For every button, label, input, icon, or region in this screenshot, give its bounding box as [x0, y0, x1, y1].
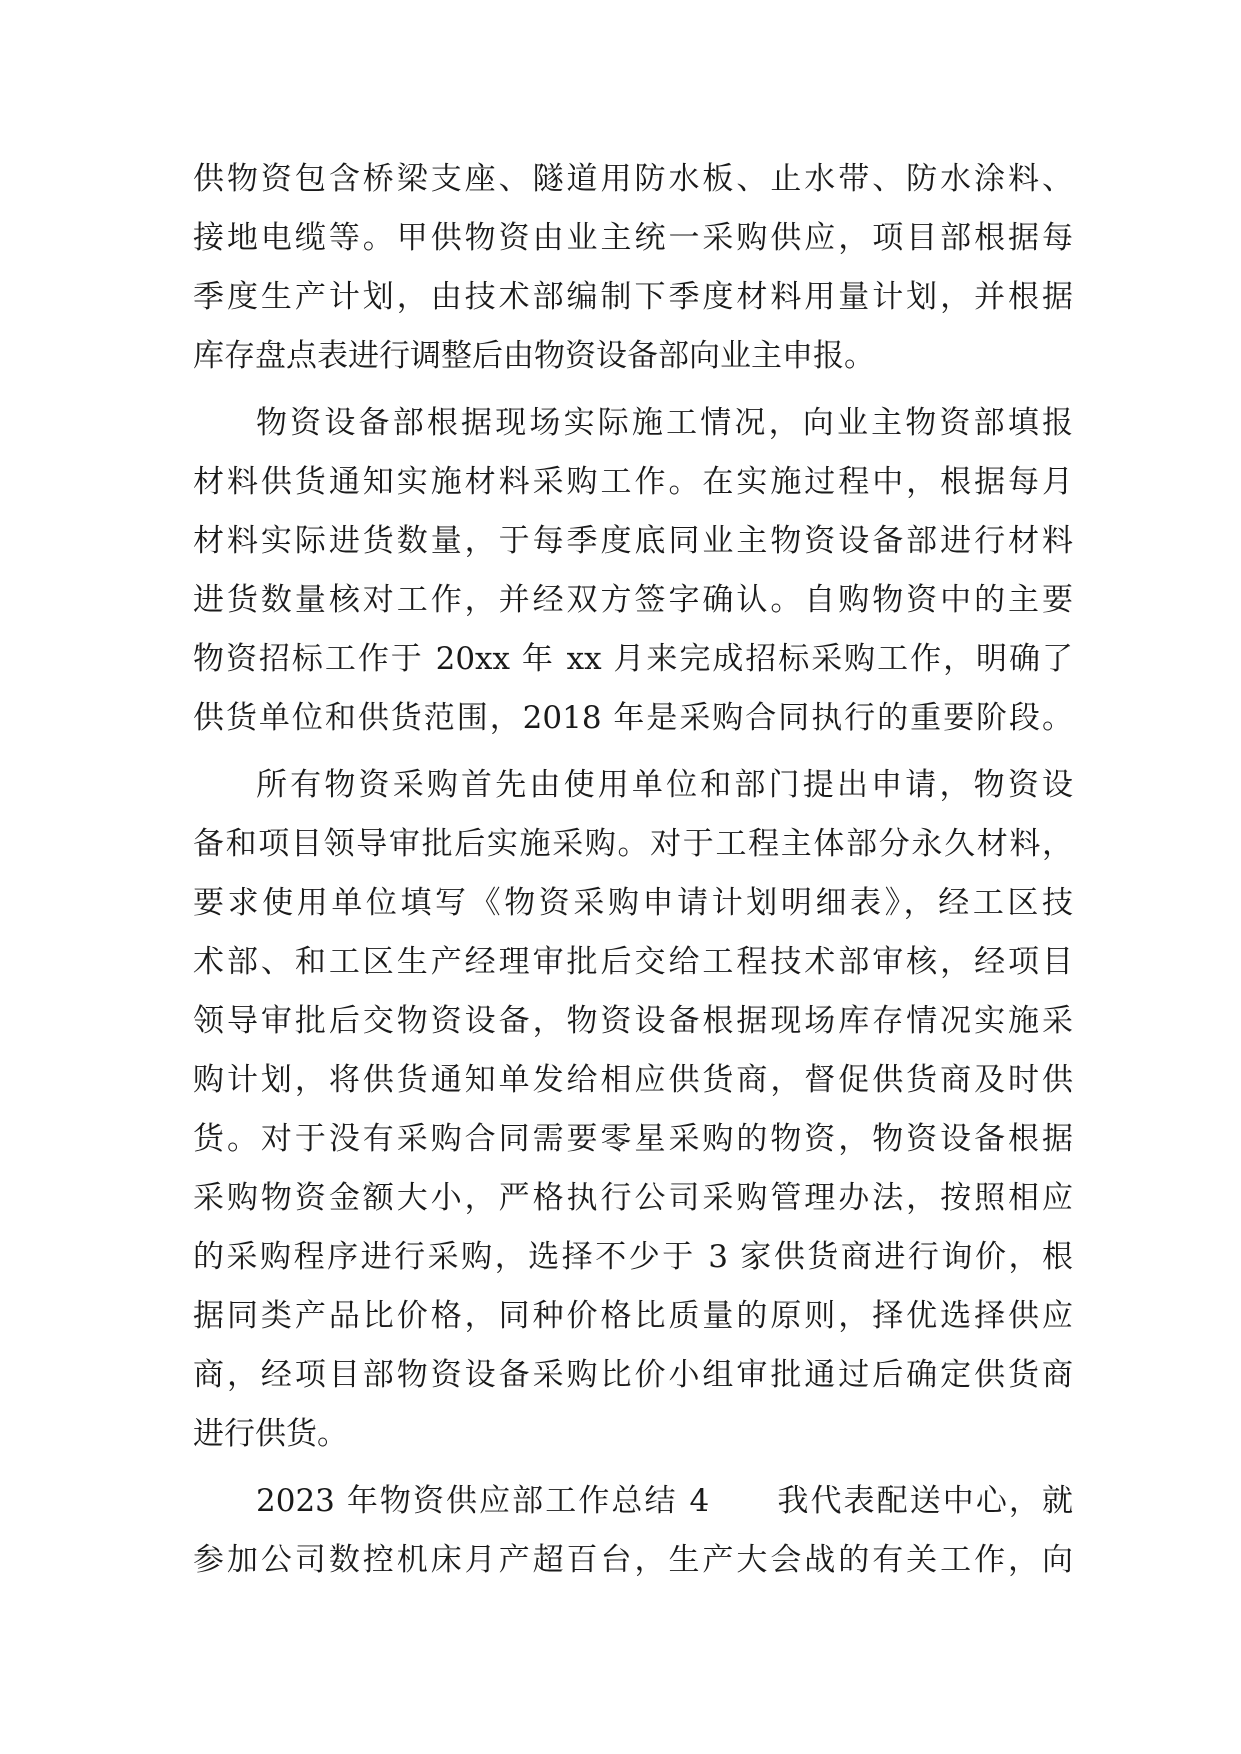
paragraph-4 — [193, 1472, 1073, 1590]
paragraph-3 — [193, 756, 1073, 1464]
text-line: 购计划，将供货通知单发给相应供货商，督促供货商及时供 — [193, 1062, 1073, 1098]
document-page — [193, 150, 1073, 1590]
text-line: 季度生产计划，由技术部编制下季度材料用量计划，并根据 — [193, 279, 1073, 315]
text-line: 接地电缆等。甲供物资由业主统一采购供应，项目部根据每 — [193, 220, 1073, 256]
text-line: 货。对于没有采购合同需要零星采购的物资，物资设备根据 — [193, 1121, 1073, 1157]
text-line: 物资招标工作于 20xx 年 xx 月来完成招标采购工作，明确了 — [193, 641, 1073, 677]
text-line: 要求使用单位填写《物资采购申请计划明细表》，经工区技 — [193, 885, 1073, 921]
text-line: 的采购程序进行采购，选择不少于 3 家供货商进行询价，根 — [193, 1239, 1073, 1275]
text-line: 领导审批后交物资设备，物资设备根据现场库存情况实施采 — [193, 1003, 1073, 1039]
text-line: 备和项目领导审批后实施采购。对于工程主体部分永久材料， — [193, 826, 1073, 862]
paragraph-1 — [193, 150, 1073, 386]
text-line: 进行供货。 — [193, 1416, 348, 1452]
text-line: 库存盘点表进行调整后由物资设备部向业主申报。 — [193, 338, 875, 374]
text-line: 参加公司数控机床月产超百台，生产大会战的有关工作，向 — [193, 1542, 1073, 1578]
text-line: 2023 年物资供应部工作总结 4 我代表配送中心，就 — [256, 1483, 1073, 1519]
text-line: 材料实际进货数量，于每季度底同业主物资设备部进行材料 — [193, 523, 1073, 559]
text-line: 供物资包含桥梁支座、隧道用防水板、止水带、防水涂料、 — [193, 161, 1073, 197]
text-line: 物资设备部根据现场实际施工情况，向业主物资部填报 — [256, 405, 1073, 441]
text-line: 所有物资采购首先由使用单位和部门提出申请，物资设 — [256, 767, 1073, 803]
text-line: 术部、和工区生产经理审批后交给工程技术部审核，经项目 — [193, 944, 1073, 980]
text-line: 供货单位和供货范围，2018 年是采购合同执行的重要阶段。 — [193, 700, 1073, 736]
text-line: 材料供货通知实施材料采购工作。在实施过程中，根据每月 — [193, 464, 1073, 500]
text-line: 商，经项目部物资设备采购比价小组审批通过后确定供货商 — [193, 1357, 1073, 1393]
text-line: 采购物资金额大小，严格执行公司采购管理办法，按照相应 — [193, 1180, 1073, 1216]
text-line: 进货数量核对工作，并经双方签字确认。自购物资中的主要 — [193, 582, 1073, 618]
paragraph-2 — [193, 394, 1073, 748]
text-line: 据同类产品比价格，同种价格比质量的原则，择优选择供应 — [193, 1298, 1073, 1334]
